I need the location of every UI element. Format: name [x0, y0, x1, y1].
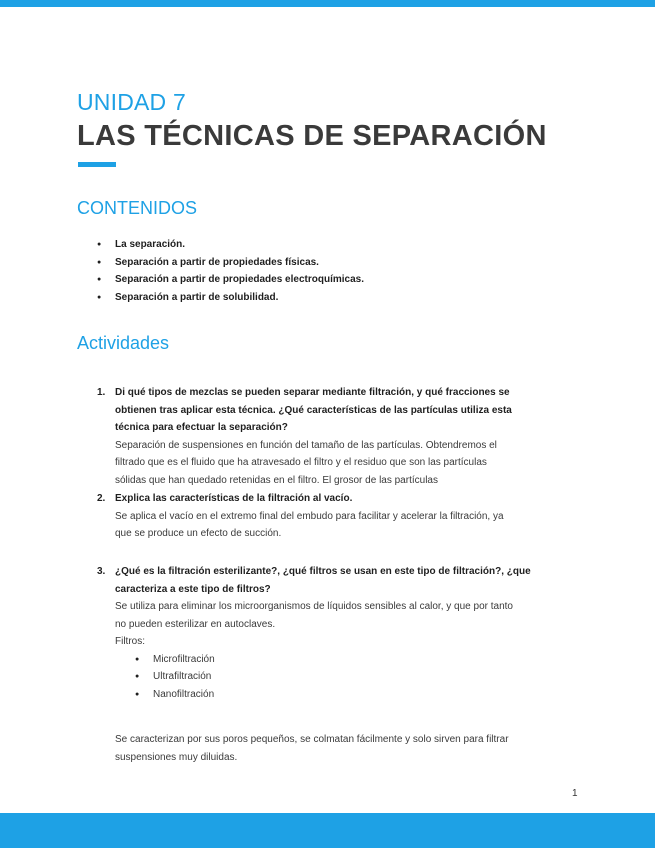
activity-3 — [97, 563, 577, 703]
activity-question — [115, 563, 577, 598]
answer-line: Se aplica el vacío en el extremo final del embudo para facilitar y acelerar la filtración, ya — [115, 510, 504, 522]
activity-answer — [115, 598, 577, 633]
answer-line: que se produce un efecto de succión. — [115, 528, 282, 539]
contents-heading: CONTENIDOS — [77, 198, 198, 218]
activity-1 — [97, 384, 577, 489]
filters-label: Filtros: — [115, 636, 145, 647]
answer-line: filtrado que es el fluido que ha atravesado el filtro y el residuo que son las partículas — [115, 457, 487, 468]
question-line: ¿Qué es la filtración esterilizante?, ¿qué filtros se usan en este tipo de filtración?, ¿que — [115, 566, 531, 577]
question-line: obtienen tras aplicar esta técnica. ¿Qué características de las partículas utiliza esta — [115, 404, 512, 416]
unit-label: UNIDAD 7 — [77, 89, 186, 115]
list-item: ● Microfiltración — [135, 651, 577, 669]
contents-list — [97, 236, 364, 307]
activity-answer — [115, 437, 577, 490]
top-accent-bar — [0, 0, 655, 7]
closing-paragraph — [115, 731, 585, 767]
question-line: Di qué tipos de mezclas se pueden separar mediante filtración, y qué fracciones se — [115, 387, 510, 398]
activities-heading: Actividades — [77, 333, 170, 353]
answer-line: no pueden esterilizar en autoclaves. — [115, 618, 276, 630]
activity-question — [115, 384, 577, 437]
page-number: 1 — [572, 788, 578, 799]
question-line: caracteriza a este tipo de filtros? — [115, 583, 271, 595]
list-item: ● Separación a partir de propiedades electroquímicas. — [97, 271, 364, 289]
closing-line: suspensiones muy diluidas. — [115, 752, 238, 763]
list-item: ● Separación a partir de solubilidad. — [97, 289, 364, 307]
closing-line: Se caracterizan por sus poros pequeños, se colmatan fácilmente y solo sirven para filtrar — [115, 734, 509, 745]
activity-number: 2. — [97, 493, 106, 504]
answer-line: sólidas que han quedado retenidas en el filtro. El grosor de las partículas — [115, 474, 438, 486]
list-item: ● Separación a partir de propiedades físicas. — [97, 254, 364, 272]
filters-list — [135, 651, 577, 704]
page-title: LAS TÉCNICAS DE SEPARACIÓN — [77, 120, 547, 152]
list-item: ● La separación. — [97, 236, 364, 254]
list-item: ● Ultrafiltración — [135, 668, 577, 686]
bottom-accent-bar — [0, 813, 655, 848]
activity-question — [115, 490, 577, 508]
activity-answer — [115, 508, 577, 543]
activity-number: 1. — [97, 387, 106, 398]
list-item: ● Nanofiltración — [135, 686, 577, 704]
activity-number: 3. — [97, 566, 106, 577]
title-underline — [78, 162, 116, 167]
activity-2 — [97, 490, 577, 543]
question-line: técnica para efectuar la separación? — [115, 422, 288, 433]
answer-line: Separación de suspensiones en función del tamaño de las partículas. Obtendremos el — [115, 439, 497, 451]
answer-line: Se utiliza para eliminar los microorganismos de líquidos sensibles al calor, y que por tanto — [115, 601, 513, 612]
question-line: Explica las características de la filtración al vacío. — [115, 493, 353, 504]
